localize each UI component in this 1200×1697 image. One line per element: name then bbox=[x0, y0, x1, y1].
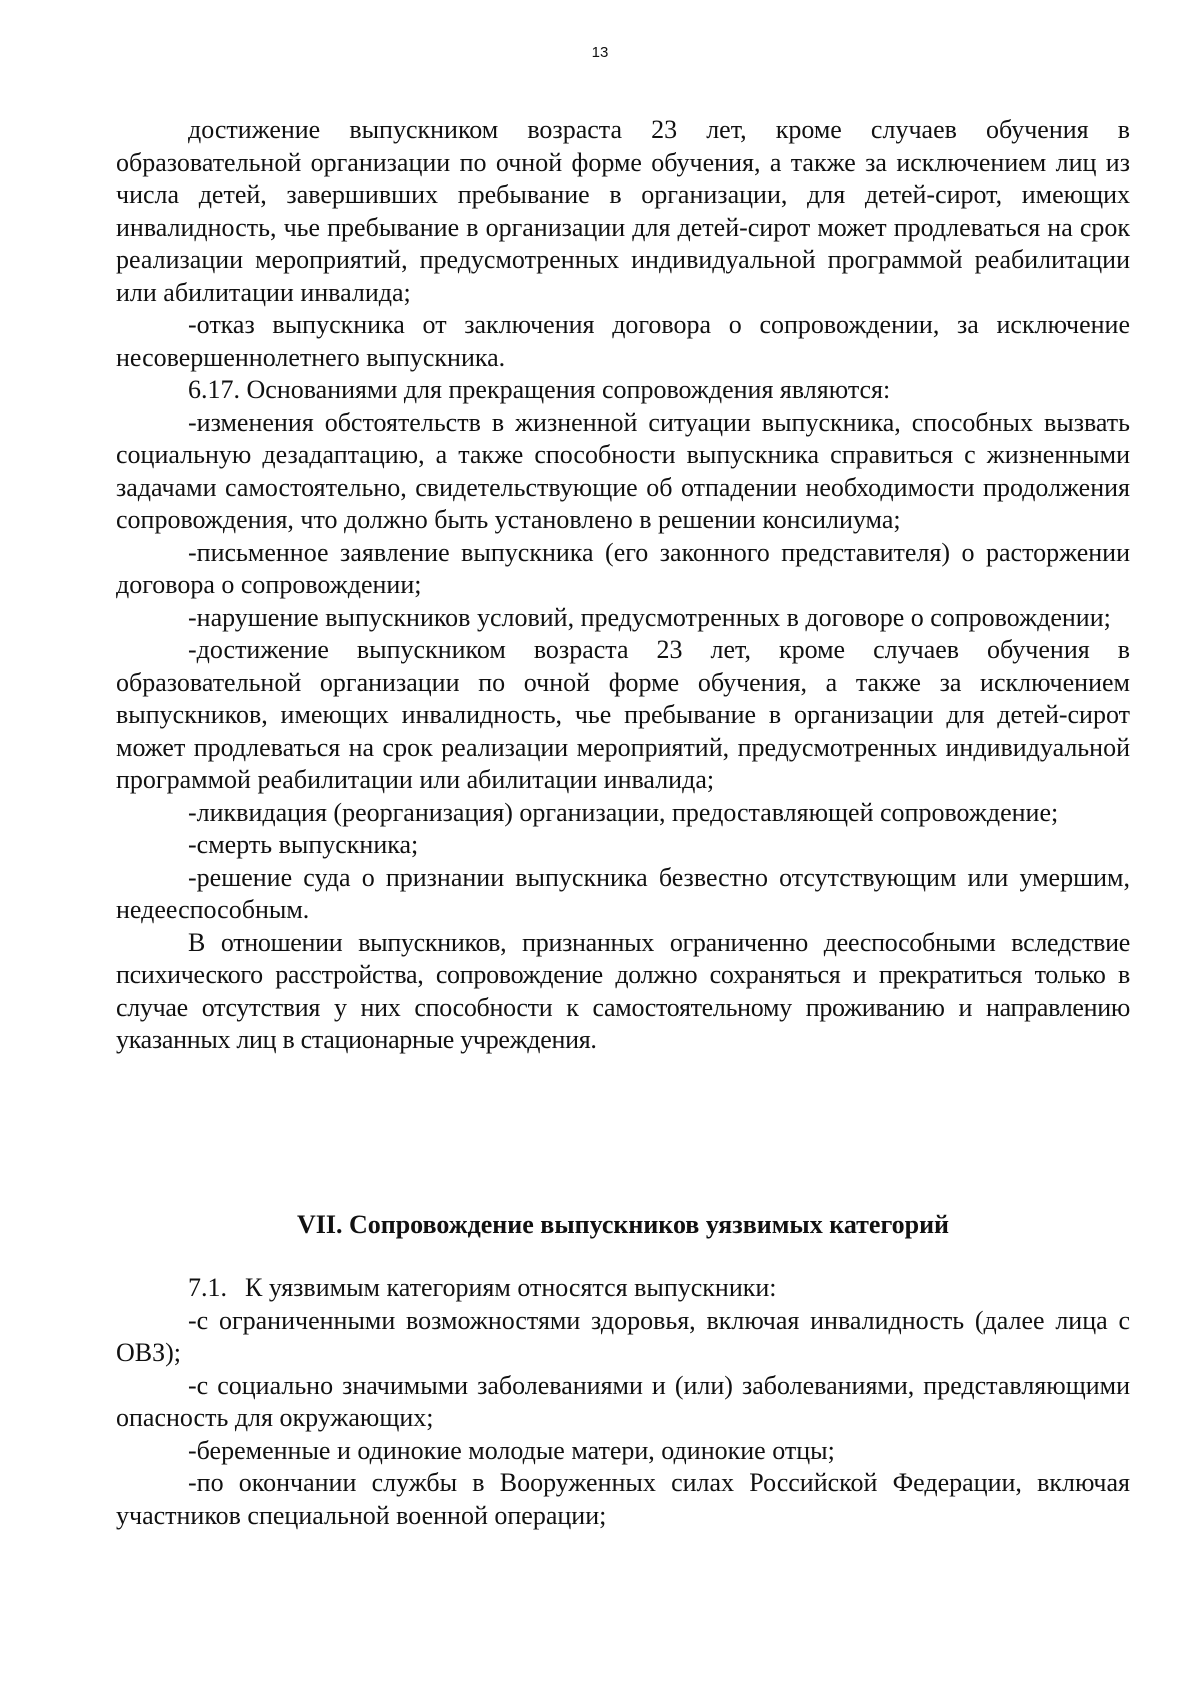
paragraph: -беременные и одинокие молодые матери, одинокие отцы; bbox=[188, 1435, 835, 1465]
section-item-7-1 bbox=[116, 1272, 1130, 1305]
paragraph: В отношении выпускников, признанных ограниченно дееспособными вследствие психического расстройства, сопровождение должно сохраняться и прекратиться только в случае отсутствия у них способности к самостоятельному проживанию и направлению указанных лиц в стационарные учреждения. bbox=[116, 927, 1130, 1054]
paragraph: -смерть выпускника; bbox=[188, 830, 419, 859]
document-body bbox=[116, 114, 1130, 1057]
section-item-number: 7.1. bbox=[188, 1273, 227, 1302]
paragraph: -достижение выпускником возраста 23 лет, кроме случаев обучения в образовательной организации по очной форме обучения, а также за исключением выпускников, имеющих инвалидность, чье пребывание в организации для детей-сирот может продлеваться на срок реализации мероприятий, предусмотренных индивидуальной программой реабилитации или абилитации инвалида; bbox=[116, 635, 1130, 794]
paragraph: -решение суда о признании выпускника безвестно отсутствующим или умершим, недееспособным. bbox=[116, 862, 1130, 924]
page-number: 13 bbox=[591, 44, 609, 61]
section-body bbox=[116, 1272, 1130, 1532]
paragraph: -по окончании службы в Вооруженных силах Российской Федерации, включая участников специальной военной операции; bbox=[116, 1468, 1130, 1530]
paragraph: достижение выпускником возраста 23 лет, кроме случаев обучения в образовательной организации по очной форме обучения, а также за исключением лиц из числа детей, завершивших пребывание в организации, для детей-сирот, имеющих инвалидность, чье пребывание в организации для детей-сирот может продлеваться на срок реализации мероприятий, предусмотренных индивидуальной программой реабилитации или абилитации инвалида; bbox=[116, 115, 1130, 307]
section-heading: VII. Сопровождение выпускников уязвимых категорий bbox=[296, 1210, 950, 1239]
paragraph: -изменения обстоятельств в жизненной ситуации выпускника, способных вызвать социальную дезадаптацию, а также способности выпускника справиться с жизненными задачами самостоятельно, свидетельствующие об отпадении необходимости продолжения сопровождения, что должно быть установлено в решении консилиума; bbox=[116, 407, 1130, 534]
paragraph: -ликвидация (реорганизация) организации, предоставляющей сопровождение; bbox=[188, 797, 1059, 827]
paragraph: 6.17. Основаниями для прекращения сопровождения являются: bbox=[188, 375, 891, 404]
paragraph: -с социально значимыми заболеваниями и (или) заболеваниями, представляющими опасность для окружающих; bbox=[116, 1370, 1130, 1432]
paragraph: -отказ выпускника от заключения договора о сопровождении, за исключение несовершеннолетнего выпускника. bbox=[116, 310, 1130, 372]
paragraph: -нарушение выпускников условий, предусмотренных в договоре о сопровождении; bbox=[188, 602, 1111, 632]
section-item-text: К уязвимым категориям относятся выпускники: bbox=[245, 1273, 777, 1302]
paragraph: -с ограниченными возможностями здоровья, включая инвалидность (далее лица с ОВЗ); bbox=[116, 1305, 1130, 1367]
paragraph: -письменное заявление выпускника (его законного представителя) о расторжении договора о сопровождении; bbox=[116, 537, 1130, 599]
